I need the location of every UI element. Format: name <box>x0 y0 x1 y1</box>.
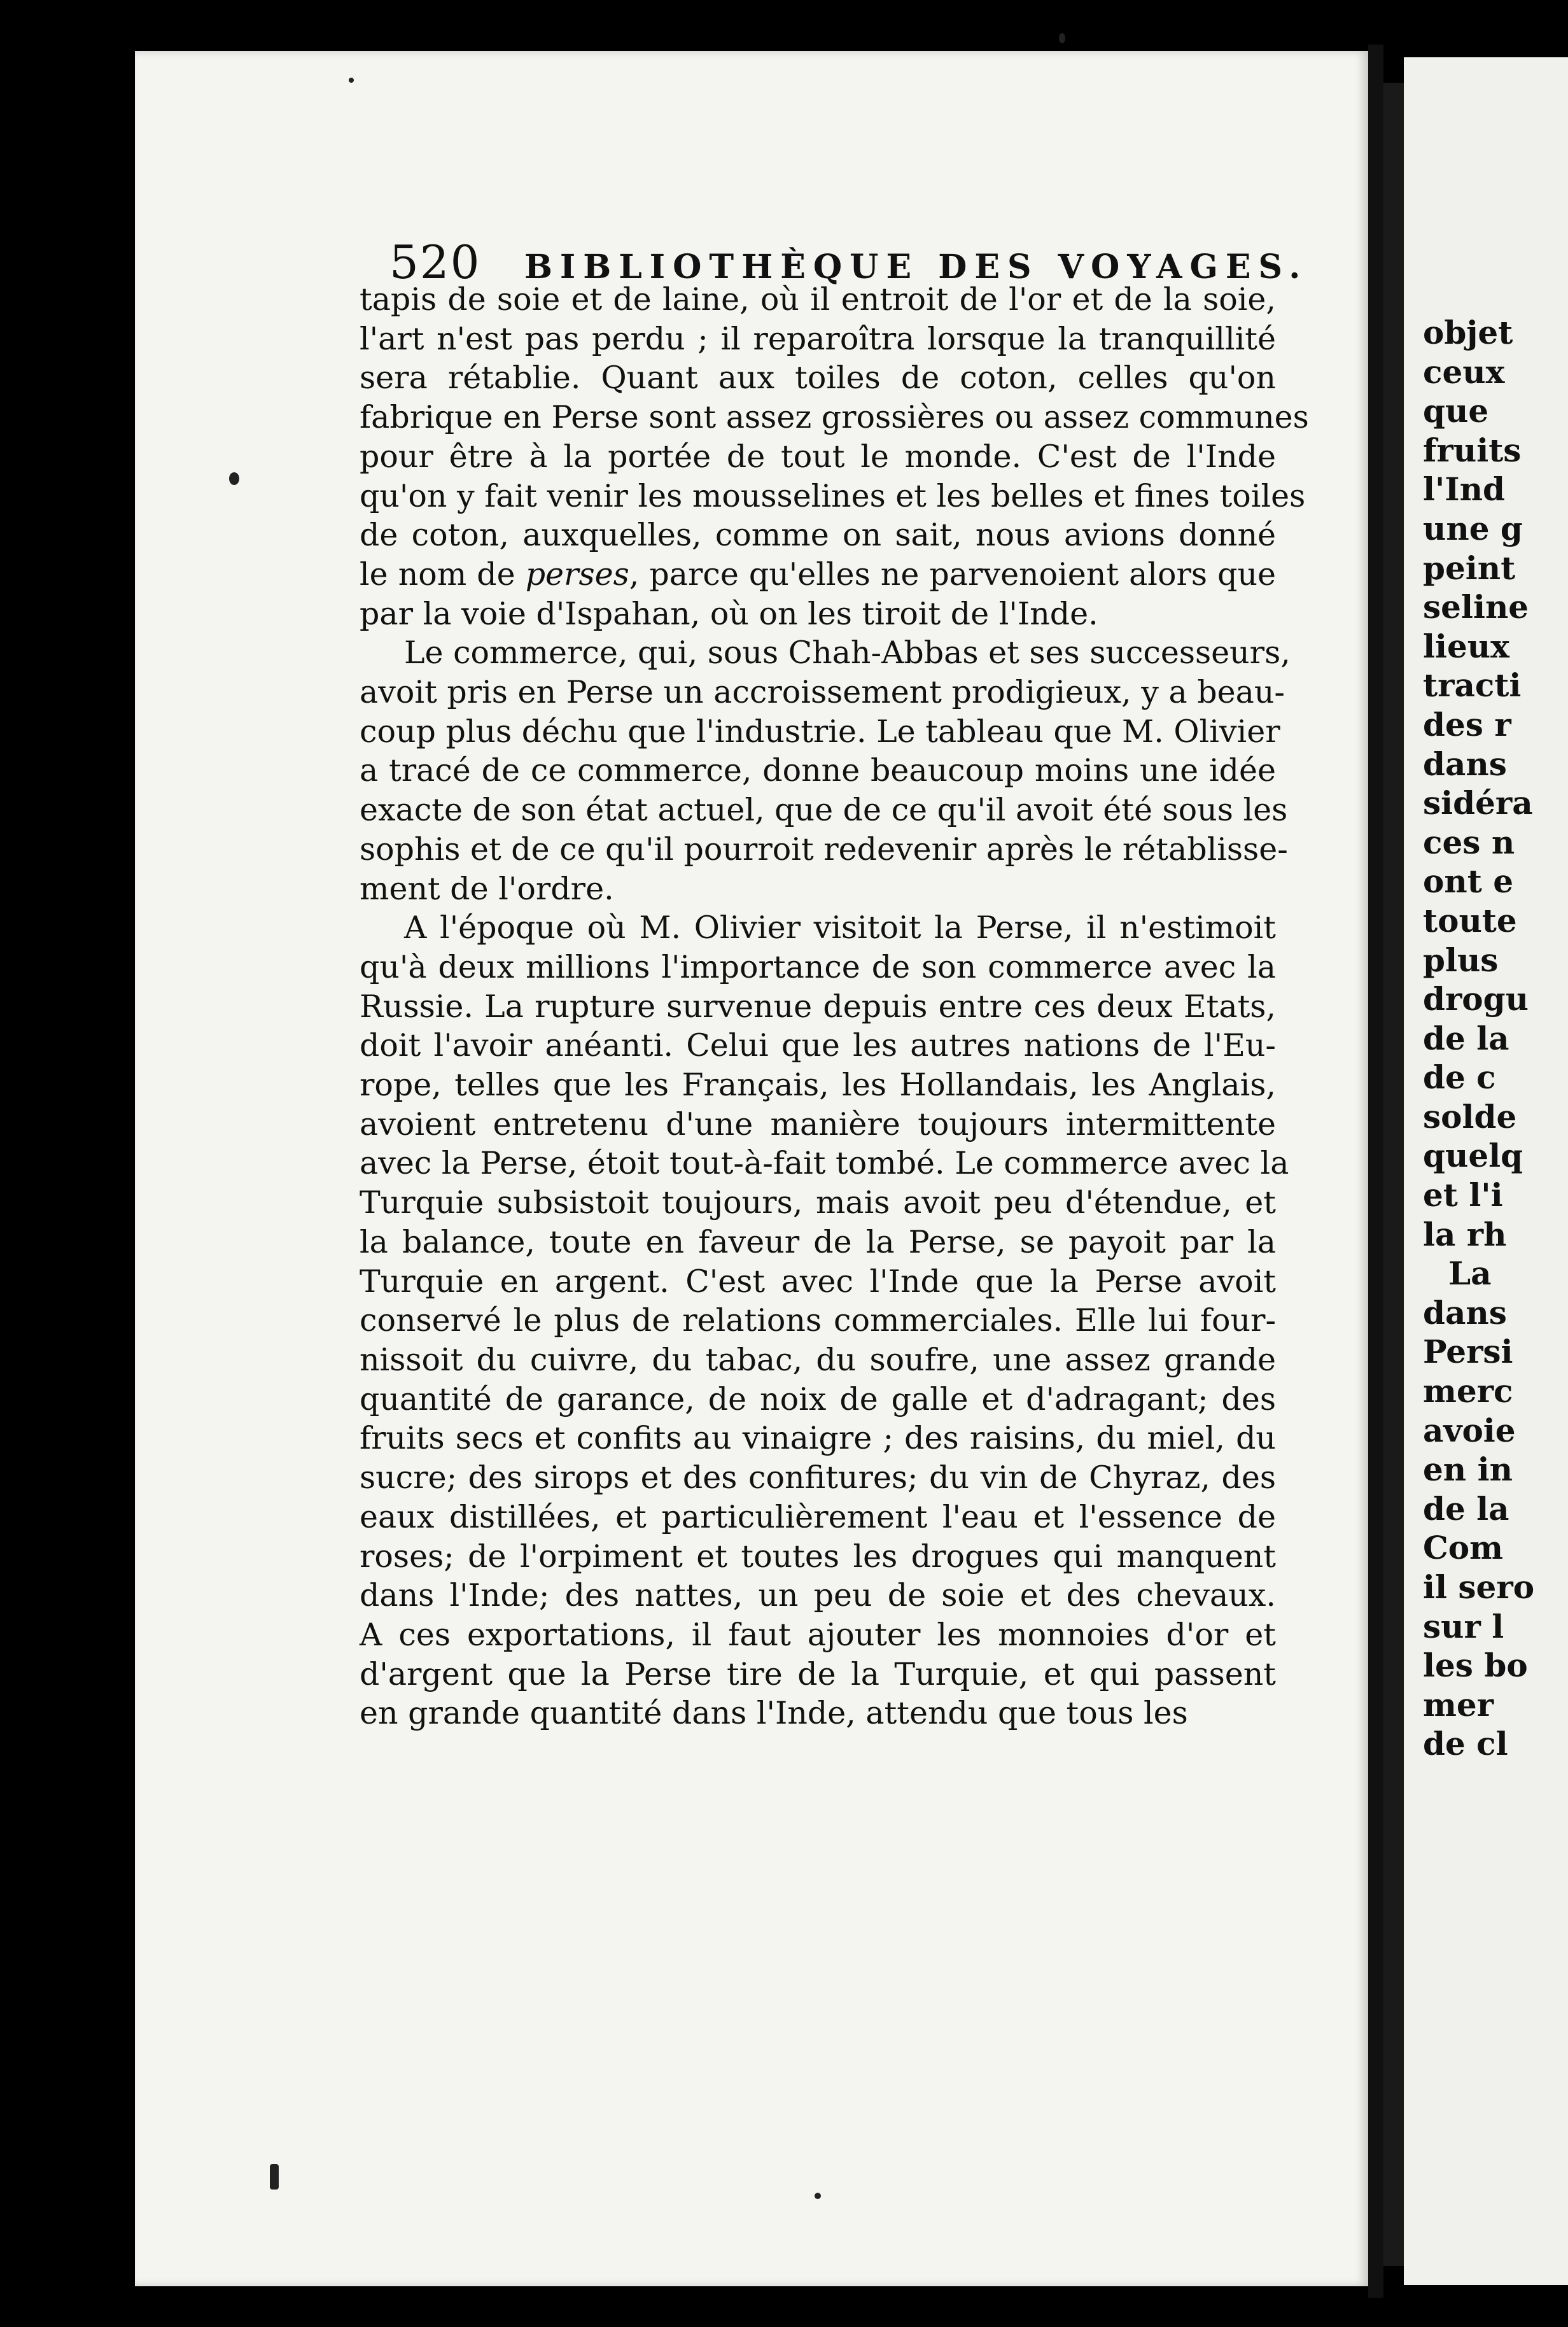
right-page-fragment: la rh <box>1423 1215 1507 1253</box>
right-page-fragment: ces n <box>1423 823 1515 861</box>
right-page-fragment: de la <box>1423 1489 1509 1528</box>
right-page-fragment: merc <box>1423 1372 1513 1410</box>
page-edge-shadow <box>1383 83 1404 2266</box>
right-page-fragment: de la <box>1423 1019 1509 1057</box>
right-page-fragment: solde <box>1423 1097 1517 1135</box>
text-line: doit l'avoir anéanti. Celui que les autres nations de l'Eu- <box>360 1027 1276 1064</box>
right-page-fragment: il sero <box>1423 1568 1535 1606</box>
right-page-fragment: lieux <box>1423 627 1509 665</box>
right-page-fragment: des r <box>1423 705 1511 743</box>
right-page-fragment: et l'i <box>1423 1176 1503 1214</box>
text-line: sophis et de ce qu'il pourroit redevenir après le rétablisse- <box>360 831 1288 868</box>
text-line: qu'on y fait venir les mousselines et les belles et fines toiles <box>360 477 1306 514</box>
right-page-fragment: sur l <box>1423 1607 1504 1645</box>
right-page-fragment: drogu <box>1423 980 1529 1018</box>
page-number: 520 <box>389 236 481 289</box>
right-page-fragment: plus <box>1423 941 1499 979</box>
text-line: ment de l'ordre. <box>360 870 614 907</box>
text-line: Turquie subsistoit toujours, mais avoit peu d'étendue, et <box>360 1185 1276 1221</box>
text-line: fruits secs et confits au vinaigre ; des raisins, du miel, du <box>360 1420 1276 1457</box>
text-line: exacte de son état actuel, que de ce qu'il avoit été sous les <box>360 792 1288 829</box>
text-line: l'art n'est pas perdu ; il reparoîtra lorsque la tranquillité <box>360 320 1276 357</box>
ink-speck <box>1059 33 1065 43</box>
right-page-fragment: fruits <box>1423 431 1522 469</box>
book-gutter <box>1368 45 1383 2298</box>
right-page-fragment: ont e <box>1423 862 1514 901</box>
right-page-fragment: Persi <box>1423 1333 1513 1371</box>
text-line: fabrique en Perse sont assez grossières ou assez communes <box>360 399 1309 436</box>
text-line: en grande quantité dans l'Inde, attendu que tous les <box>360 1695 1188 1732</box>
text-line: Russie. La rupture survenue depuis entre ces deux Etats, <box>360 988 1276 1025</box>
right-page-fragment: avoie <box>1423 1411 1516 1449</box>
text-line: A ces exportations, il faut ajouter les monnoies d'or et <box>360 1616 1276 1653</box>
text-line: la balance, toute en faveur de la Perse, se payoit par la <box>360 1223 1276 1260</box>
text-line: sucre; des sirops et des confitures; du vin de Chyraz, des <box>360 1459 1276 1496</box>
ink-speck <box>270 2164 279 2190</box>
text-line: dans l'Inde; des nattes, un peu de soie et des chevaux. <box>360 1577 1276 1614</box>
right-page-fragment: peint <box>1423 549 1516 587</box>
right-page-fragment: Com <box>1423 1529 1504 1567</box>
text-line: par la voie d'Ispahan, où on les tiroit de l'Inde. <box>360 595 1098 632</box>
right-page-fragment: de cl <box>1423 1725 1508 1763</box>
text-line: rope, telles que les Français, les Hollandais, les Anglais, <box>360 1067 1276 1104</box>
text-line: A l'époque où M. Olivier visitoit la Perse, il n'estimoit <box>404 910 1276 946</box>
right-page-fragment: en in <box>1423 1451 1513 1489</box>
text-line: d'argent que la Perse tire de la Turquie, et qui passent <box>360 1656 1276 1692</box>
right-page-fragment: dans <box>1423 1293 1507 1332</box>
text-line: avoit pris en Perse un accroissement prodigieux, y a beau- <box>360 674 1285 711</box>
text-line: a tracé de ce commerce, donne beaucoup moins une idée <box>360 752 1276 789</box>
running-title: BIBLIOTHÈQUE DES VOYAGES. <box>524 248 1308 286</box>
right-page-fragment: l'Ind <box>1423 470 1506 509</box>
text-line: avec la Perse, étoit tout-à-fait tombé. Le commerce avec la <box>360 1145 1289 1182</box>
text-line: conservé le plus de relations commerciales. Elle lui four- <box>360 1302 1276 1339</box>
text-line: nissoit du cuivre, du tabac, du soufre, une assez grande <box>360 1341 1276 1378</box>
right-page-fragment: une g <box>1423 509 1523 547</box>
text-line: coup plus déchu que l'industrie. Le tableau que M. Olivier <box>360 713 1280 750</box>
right-page-fragment: que <box>1423 392 1489 430</box>
text-line: Turquie en argent. C'est avec l'Inde que la Perse avoit <box>360 1263 1276 1300</box>
text-line: Le commerce, qui, sous Chah-Abbas et ses successeurs, <box>404 635 1291 671</box>
right-page-fragment: toute <box>1423 901 1517 939</box>
right-page-text-fragments <box>1423 313 1568 1764</box>
right-page-fragment: quelq <box>1423 1137 1523 1175</box>
text-line: sera rétablie. Quant aux toiles de coton, celles qu'on <box>360 360 1276 397</box>
body-text <box>360 280 1309 1733</box>
text-line: eaux distillées, et particulièrement l'eau et l'essence de <box>360 1498 1276 1535</box>
right-page-fragment: sidéra <box>1423 784 1533 822</box>
text-line: qu'à deux millions l'importance de son commerce avec la <box>360 948 1276 985</box>
text-line: quantité de garance, de noix de galle et d'adragant; des <box>360 1381 1276 1417</box>
right-page-fragment: les bo <box>1423 1647 1528 1685</box>
text-line: de coton, auxquelles, comme on sait, nous avions donné <box>360 517 1276 554</box>
right-page-fragment: ceux <box>1423 353 1505 391</box>
ink-speck <box>229 472 239 485</box>
ink-speck <box>349 78 354 83</box>
right-page-fragment: de c <box>1423 1058 1496 1097</box>
text-line: roses; de l'orpiment et toutes les drogues qui manquent <box>360 1538 1276 1575</box>
text-line: avoient entretenu d'une manière toujours intermittente <box>360 1106 1276 1142</box>
ink-speck <box>815 2193 821 2199</box>
right-page-fragment: La <box>1448 1255 1492 1293</box>
right-page-fragment: dans <box>1423 745 1507 783</box>
right-page-fragment: tracti <box>1423 666 1522 705</box>
right-page-fragment: objet <box>1423 314 1513 351</box>
text-line: pour être à la portée de tout le monde. C'est de l'Inde <box>360 438 1276 475</box>
text-line: le nom de perses, parce qu'elles ne parvenoient alors que <box>360 556 1276 593</box>
right-page-fragment: mer <box>1423 1685 1494 1724</box>
text-line: tapis de soie et de laine, où il entroit de l'or et de la soie, <box>360 281 1276 318</box>
right-page-fragment: seline <box>1423 588 1529 626</box>
